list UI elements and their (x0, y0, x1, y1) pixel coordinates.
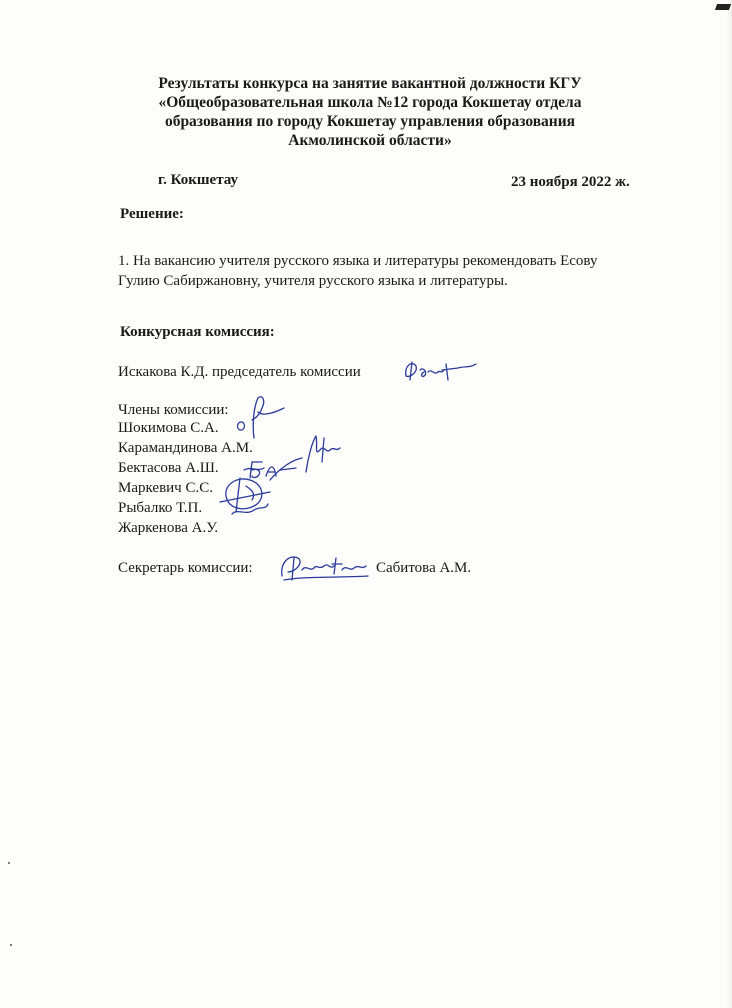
document-date: 23 ноября 2022 ж. (511, 174, 630, 190)
secretary-name: Сабитова А.М. (376, 560, 472, 576)
scan-speck (8, 862, 10, 864)
scan-edge-shadow (726, 0, 732, 1008)
member-name: Карамандинова А.М. (118, 440, 253, 456)
member-name: Шокимова С.А. (118, 420, 219, 436)
scan-corner-mark (715, 4, 731, 10)
scan-speck (10, 944, 12, 946)
member-signature-karamandinova (240, 432, 350, 484)
member-signature-markevich (216, 472, 276, 516)
member-signature-rybalko (228, 496, 272, 522)
member-name: Маркевич С.С. (118, 480, 213, 496)
secretary-label: Секретарь комиссии: (118, 560, 253, 576)
member-name: Бектасова А.Ш. (118, 460, 219, 476)
document-title (140, 74, 600, 150)
document-city: г. Кокшетау (158, 172, 239, 188)
member-name: Жаркенова А.У. (118, 520, 219, 536)
chair-line: Искакова К.Д. председатель комиссии (118, 364, 361, 380)
secretary-signature (276, 550, 372, 586)
members-label: Члены комиссии: (118, 402, 229, 418)
decision-text (118, 251, 693, 291)
decision-line: Гулию Сабиржановну, учителя русского языка и литературы. (118, 273, 508, 289)
title-line: Результаты конкурса на занятие вакантной должности КГУ (158, 75, 582, 92)
commission-heading: Конкурсная комиссия: (120, 324, 275, 340)
title-line: образования по городу Кокшетау управления образования (164, 113, 576, 130)
title-line: Акмолинской области» (288, 132, 452, 149)
chair-signature (398, 356, 480, 386)
decision-heading: Решение: (120, 206, 184, 222)
member-signature-bektasova (244, 456, 304, 486)
decision-line: 1. На вакансию учителя русского языка и литературы рекомендовать Есову (118, 253, 598, 269)
member-name: Рыбалко Т.П. (118, 500, 203, 516)
title-line: «Общеобразовательная школа №12 города Кокшетау отдела (158, 94, 582, 111)
member-signature-shokimova (232, 392, 288, 442)
